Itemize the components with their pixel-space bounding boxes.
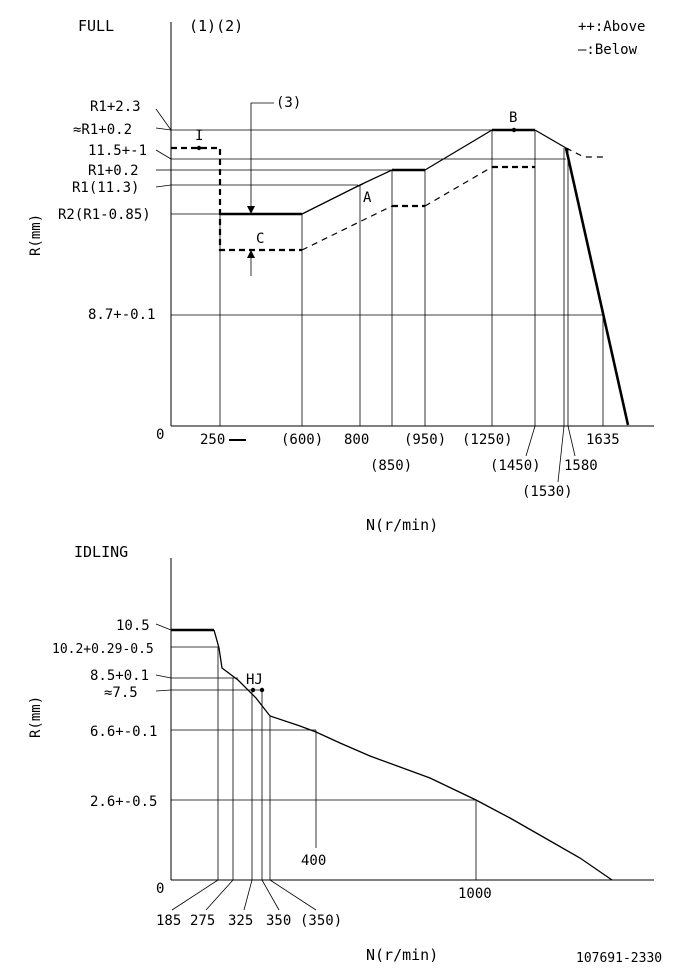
idle-leader-10-5 (156, 624, 171, 630)
idle-leader-185 (172, 880, 218, 910)
full-point-c-label: C (256, 231, 265, 247)
full-lower-rise-2 (425, 167, 492, 206)
idle-origin-label: 0 (156, 881, 165, 897)
full-leader-approx-r1 (156, 128, 171, 130)
full-upper-rise-2 (425, 130, 492, 170)
full-ylabel-r1: R1(11.3) (72, 180, 140, 196)
idle-xlabel-350: 350 (266, 913, 292, 929)
full-ylabel-r1-plus-2-3: R1+2.3 (90, 99, 141, 115)
full-xlabel-1580: 1580 (564, 458, 598, 474)
full-ylabel-approx-r1: ≈R1+0.2 (73, 122, 133, 138)
idle-y-axis-label: R(mm) (28, 695, 44, 738)
idle-chart (28, 543, 654, 964)
idle-chart-title: IDLING (74, 543, 129, 561)
full-point-a-arrow (356, 184, 363, 187)
full-point-b-dot (512, 128, 516, 132)
full-upper-rise (302, 170, 392, 214)
idle-point-h-dot (251, 688, 255, 692)
full-droop-line (566, 148, 628, 425)
idle-ylabel-7-5: ≈7.5 (104, 685, 138, 701)
idle-point-j-dot (260, 688, 264, 692)
full-point-a-label: A (363, 190, 372, 206)
full-lower-start (171, 148, 302, 250)
full-marker-3-leader (251, 103, 274, 212)
idle-xlabel-275: 275 (190, 913, 216, 929)
full-point-i-dot (197, 146, 201, 150)
full-xlabel-800: 800 (344, 432, 370, 448)
full-xlabel-250: 250 (200, 432, 226, 448)
full-chart-title: FULL (78, 17, 115, 35)
idle-leader-325 (244, 880, 252, 910)
full-after-droop (566, 148, 604, 157)
idle-leader-7-5 (156, 690, 171, 691)
idle-xlabel-325: 325 (228, 913, 254, 929)
full-ylabel-r2: R2(R1-0.85) (58, 207, 151, 223)
idle-xlabel-185: 185 (156, 913, 182, 929)
full-leader-r1 (156, 185, 171, 187)
full-xlabel-1450: (1450) (490, 458, 541, 474)
full-leader-1450 (526, 426, 535, 456)
idle-xlabel-1000: 1000 (458, 886, 492, 902)
full-xlabel-1250: (1250) (462, 432, 513, 448)
idle-ylabel-10-5: 10.5 (116, 618, 150, 634)
full-point-i-label: I (195, 128, 204, 144)
full-origin-label: 0 (156, 427, 165, 443)
full-ylabel-11-5: 11.5+-1 (88, 143, 148, 159)
document-number: 107691-2330 (576, 951, 663, 966)
full-chart (28, 17, 654, 534)
full-y-axis-label: R(mm) (28, 213, 44, 256)
full-x-axis-label: N(r/min) (366, 516, 439, 534)
full-chart-markers: (1)(2) (189, 17, 244, 35)
idle-x-axis-label: N(r/min) (366, 946, 439, 964)
full-leader-11-5 (156, 150, 171, 159)
idle-ylabel-8-5: 8.5+0.1 (90, 668, 150, 684)
full-point-b-label: B (509, 110, 518, 126)
full-xlabel-850: (850) (370, 458, 413, 474)
idle-xlabel-350p: (350) (300, 913, 343, 929)
idle-point-hj-label: HJ (246, 672, 263, 688)
idle-ylabel-6-6: 6.6+-0.1 (90, 724, 158, 740)
full-dim-c-arrowhead-up (247, 250, 255, 258)
full-xlabel-1635: 1635 (586, 432, 620, 448)
idle-leader-275 (206, 880, 233, 910)
full-upper-fall (535, 130, 566, 148)
idle-leader-8-5 (156, 675, 171, 678)
full-leader-r1-plus-2-3 (156, 109, 171, 130)
full-marker-3: (3) (276, 95, 302, 111)
full-ylabel-8-7: 8.7+-0.1 (88, 307, 156, 323)
full-xlabel-600: (600) (281, 432, 324, 448)
full-leader-1580 (568, 426, 575, 456)
legend-below: —:Below (578, 42, 638, 58)
idle-curve (214, 630, 612, 880)
idle-xlabel-400: 400 (301, 853, 327, 869)
full-xlabel-1530: (1530) (522, 484, 573, 500)
idle-ylabel-2-6: 2.6+-0.5 (90, 794, 158, 810)
full-ylabel-r1-plus-0-2: R1+0.2 (88, 163, 139, 179)
full-xlabel-950: (950) (404, 432, 447, 448)
legend-above: ++:Above (578, 19, 646, 35)
full-lower-rise (302, 206, 392, 250)
idle-ylabel-10-2: 10.2+0.29-0.5 (52, 642, 154, 657)
